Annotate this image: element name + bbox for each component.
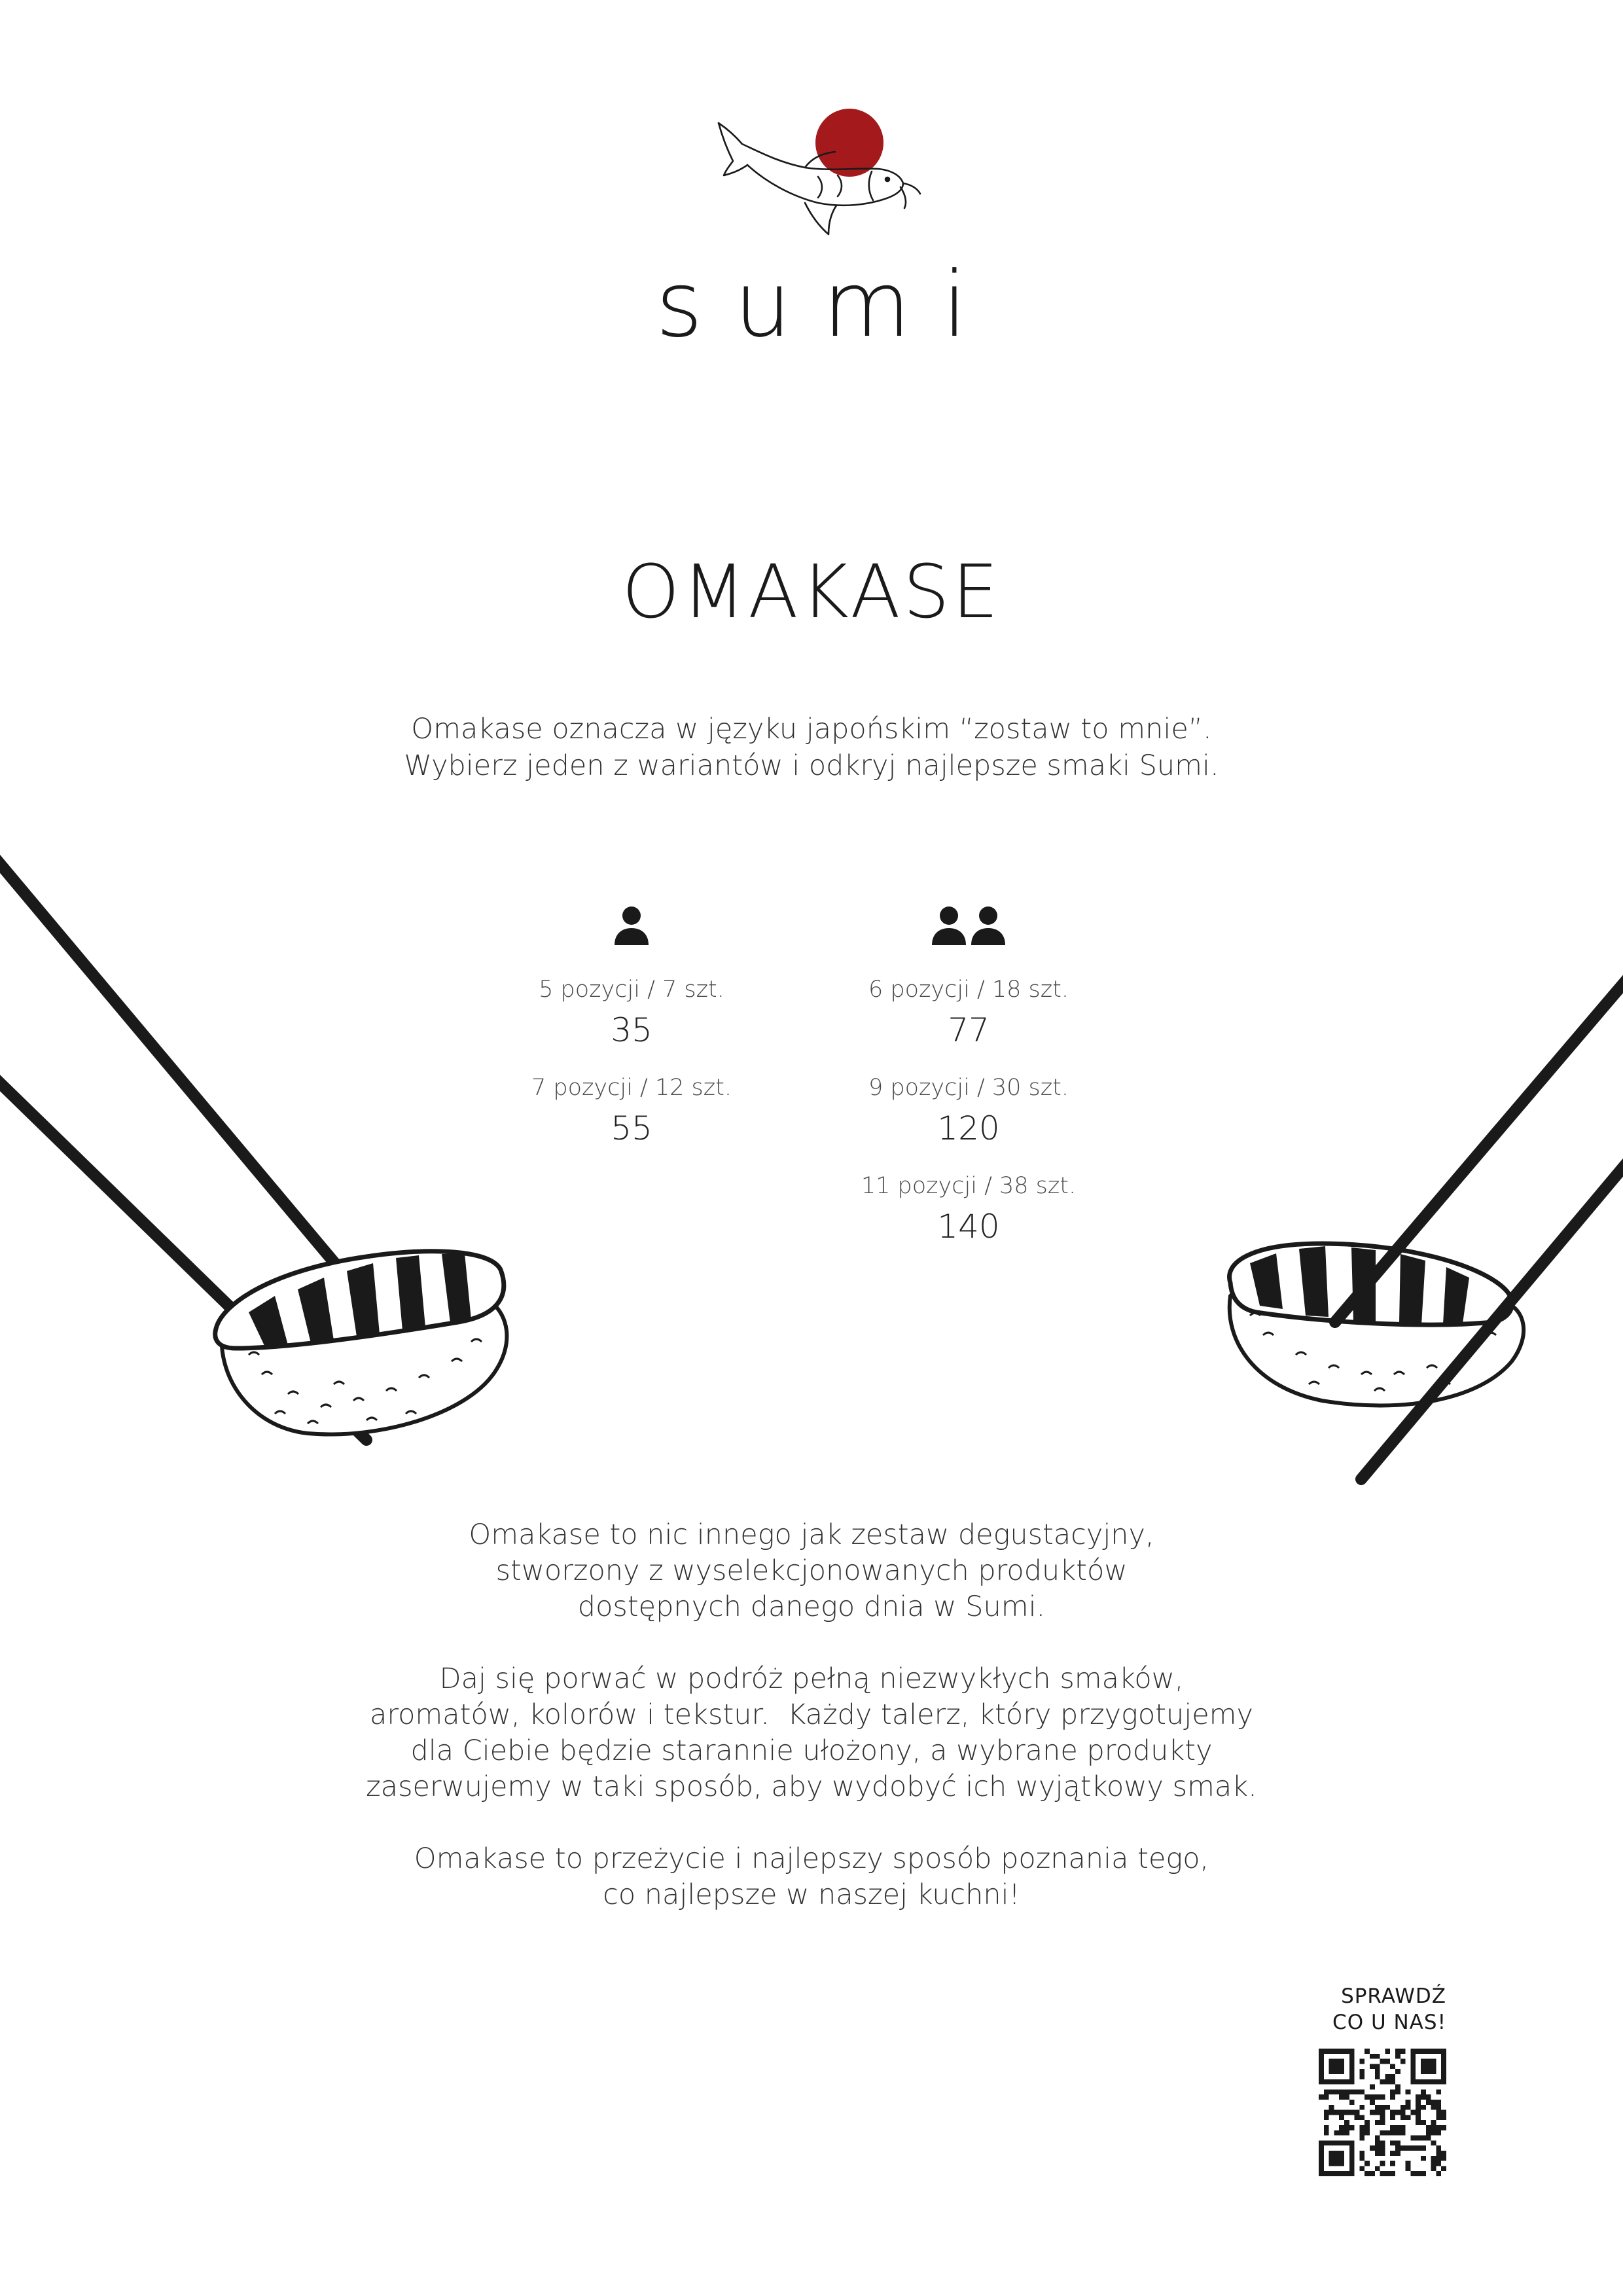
description-text — [0, 1517, 1623, 1949]
option-double-items — [798, 973, 1139, 1267]
description-line: dla Ciebie będzie starannie ułożony, a wybrane produkty — [410, 1734, 1213, 1767]
description-line: zaserwujemy w taki sposób, aby wydobyć ich wyjątkowy smak. — [366, 1770, 1257, 1803]
intro-text — [0, 711, 1623, 784]
sushi-with-chopsticks-right-icon — [1204, 956, 1623, 1505]
item-price: 55 — [611, 1109, 652, 1147]
page-title: OMAKASE — [622, 550, 1001, 635]
description-line: Daj się porwać w podróż pełną niezwykłych smaków, — [439, 1662, 1184, 1695]
person-icon — [612, 905, 651, 946]
description-line: co najlepsze w naszej kuchni! — [603, 1878, 1020, 1911]
intro-line: Wybierz jeden z wariantów i odkryj najlepsze smaki Sumi. — [404, 749, 1219, 782]
logo-wordmark: sumi — [655, 252, 999, 357]
qr-caption — [1283, 1983, 1446, 2036]
description-paragraph-3 — [0, 1841, 1623, 1913]
qr-code-icon[interactable] — [1319, 2049, 1446, 2176]
item-description: 5 pozycji / 7 szt. — [539, 977, 724, 1003]
description-line: aromatów, kolorów i tekstur. Każdy talerz, który przygotujemy — [370, 1698, 1253, 1731]
description-line: Omakase to nic innego jak zestaw degustacyjny, — [469, 1518, 1154, 1551]
red-sun-icon — [815, 109, 883, 177]
option-single-items — [461, 973, 802, 1169]
item-price: 140 — [937, 1208, 1000, 1246]
koi-fish-logo-icon — [707, 105, 923, 262]
qr-caption-line: CO U NAS! — [1332, 2011, 1446, 2034]
item-description: 9 pozycji / 30 szt. — [868, 1075, 1069, 1101]
description-paragraph-1 — [0, 1517, 1623, 1625]
item-description: 7 pozycji / 12 szt. — [531, 1075, 732, 1101]
sushi-with-chopsticks-left-icon — [0, 851, 524, 1466]
description-line: dostępnych danego dnia w Sumi. — [577, 1590, 1046, 1623]
item-description: 11 pozycji / 38 szt. — [861, 1173, 1077, 1199]
item-description: 6 pozycji / 18 szt. — [868, 977, 1069, 1003]
description-line: stworzony z wyselekcjonowanych produktów — [495, 1554, 1128, 1587]
description-paragraph-2 — [0, 1661, 1623, 1805]
item-price: 35 — [611, 1011, 652, 1049]
option-double-column — [798, 905, 1139, 1267]
item-price: 120 — [937, 1109, 1000, 1147]
option-single-column — [461, 905, 802, 1169]
intro-line: Omakase oznacza w języku japońskim “zostaw to mnie”. — [411, 713, 1212, 745]
item-price: 77 — [948, 1011, 990, 1049]
description-line: Omakase to przeżycie i najlepszy sposób poznania tego, — [414, 1842, 1209, 1875]
qr-caption-line: SPRAWDŹ — [1341, 1984, 1446, 2008]
two-persons-icon — [931, 905, 1007, 946]
